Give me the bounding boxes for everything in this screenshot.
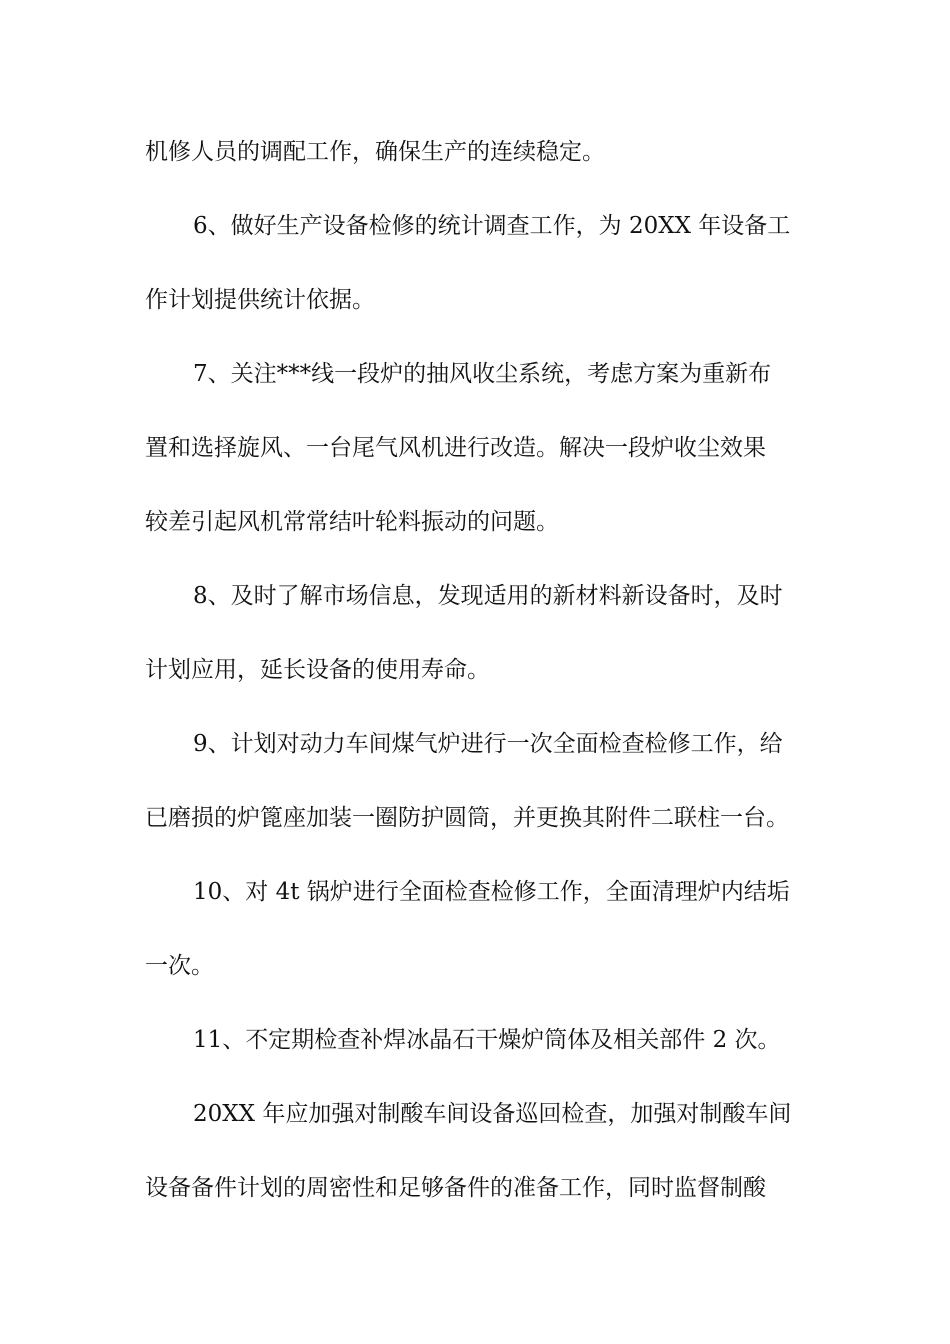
text-line: 11、不定期检查补焊冰晶石干燥炉筒体及相关部件 2 次。	[193, 1027, 781, 1053]
text-line: 设备备件计划的周密性和足够备件的准备工作，同时监督制酸	[145, 1175, 766, 1201]
text-line: 作计划提供统计依据。	[145, 287, 375, 313]
text-line: 9、计划对动力车间煤气炉进行一次全面检查检修工作，给	[193, 731, 783, 757]
text-line: 20XX 年应加强对制酸车间设备巡回检查，加强对制酸车间	[193, 1101, 792, 1127]
text-line: 较差引起风机常常结叶轮料振动的问题。	[145, 509, 559, 535]
text-line: 已磨损的炉篦座加装一圈防护圆筒，并更换其附件二联柱一台。	[145, 805, 789, 831]
text-line: 机修人员的调配工作，确保生产的连续稳定。	[145, 139, 605, 165]
text-line: 置和选择旋风、一台尾气风机进行改造。解决一段炉收尘效果	[145, 435, 766, 461]
text-line: 一次。	[145, 953, 214, 979]
text-line: 7、关注***线一段炉的抽风收尘系统，考虑方案为重新布	[193, 361, 772, 387]
text-line: 10、对 4t 锅炉进行全面检查检修工作，全面清理炉内结垢	[193, 879, 790, 905]
text-line: 计划应用，延长设备的使用寿命。	[145, 657, 490, 683]
text-line: 8、及时了解市场信息，发现适用的新材料新设备时，及时	[193, 583, 783, 609]
text-line: 6、做好生产设备检修的统计调查工作，为 20XX 年设备工	[193, 213, 791, 239]
